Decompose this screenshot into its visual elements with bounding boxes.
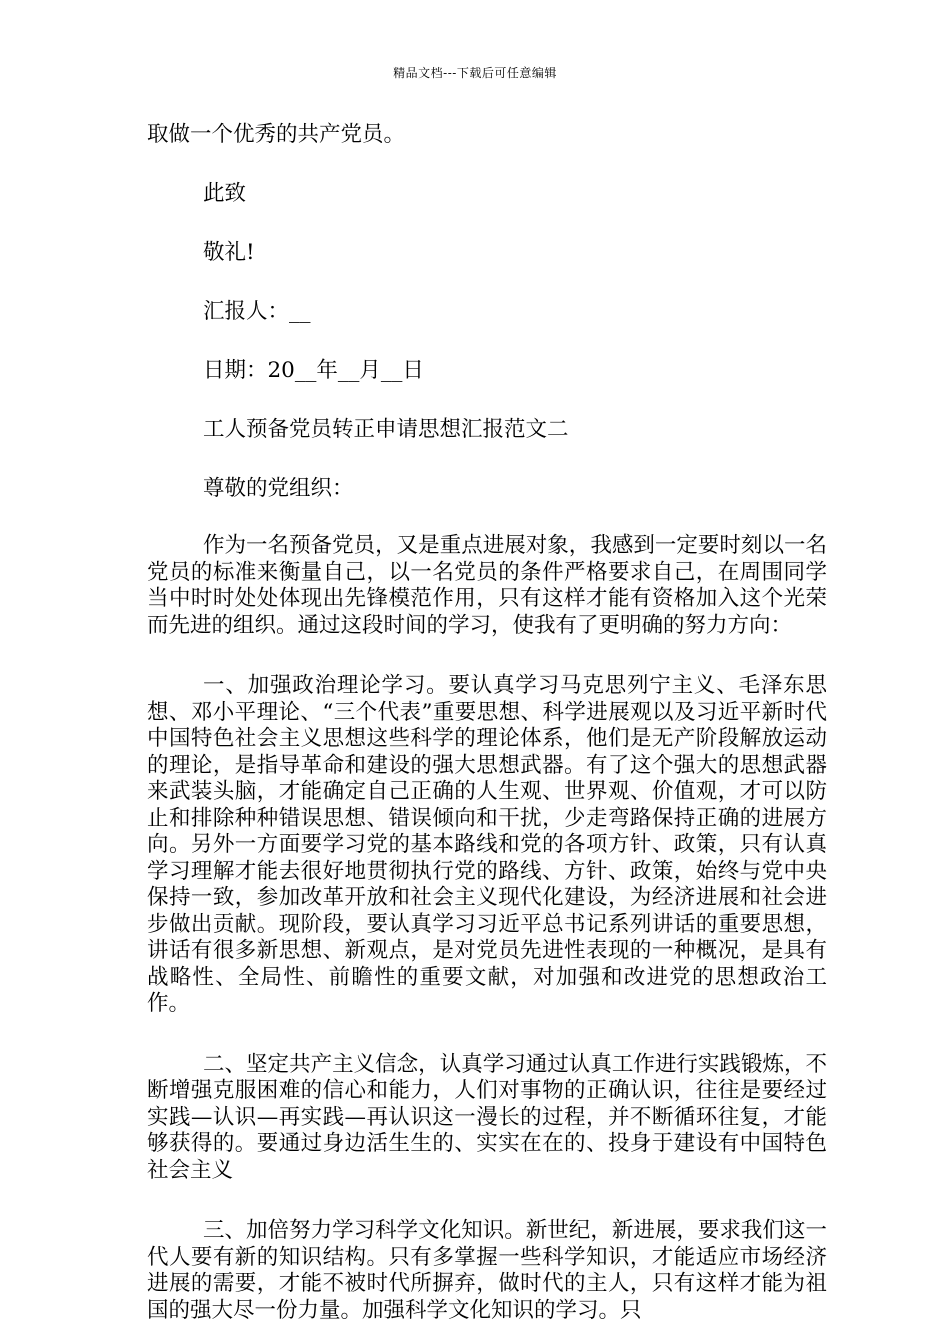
document-body [147, 120, 827, 1324]
document-title: 工人预备党员转正申请思想汇报范文二 [203, 417, 569, 442]
greeting-line: 尊敬的党组织： [203, 476, 354, 501]
closing-line: 此致 [203, 181, 247, 206]
date-line: 日期：20__年__月__日 [203, 358, 424, 383]
paragraph-section-two: 二、坚定共产主义信念，认真学习通过认真工作进行实践锻炼，不断增强克服困难的信心和能力，人们对事物的正确认识，往往是要经过实践—认识—再实践—再认识这一漫长的过程，并不断循环往复，才能够获得的。要通过身边活生生的、实实在在的、投身于建设有中国特色社会主义 [147, 1051, 827, 1183]
paragraph-intro: 作为一名预备党员，又是重点进展对象，我感到一定要时刻以一名党员的标准来衡量自己，以一名党员的条件严格要求自己，在周围同学当中时时处处体现出先锋模范作用，只有这样才能有资格加入这个光荣而先进的组织。通过这段时间的学习，使我有了更明确的努力方向： [147, 533, 827, 638]
reporter-line: 汇报人：__ [203, 299, 311, 324]
continuation-line: 取做一个优秀的共产党员。 [147, 122, 406, 147]
page-header: 精品文档---下载后可任意编辑 [393, 66, 557, 80]
salute-line: 敬礼! [203, 240, 255, 265]
paragraph-section-one: 一、加强政治理论学习。要认真学习马克思列宁主义、毛泽东思想、邓小平理论、“三个代表”重要思想、科学进展观以及习近平新时代中国特色社会主义思想这些科学的理论体系，他们是无产阶段解放运动的理论，是指导革命和建设的强大思想武器。有了这个强大的思想武器来武装头脑，才能确定自己正确的人生观、世界观、价值观，才可以防止和排除种种错误思想、错误倾向和干扰，少走弯路保持正确的进展方向。另外一方面要学习党的基本路线和党的各项方针、政策，只有认真学习理解才能去很好地贯彻执行党的路线、方针、政策，始终与党中央保持一致，参加改革开放和社会主义现代化建设，为经济进展和社会进步做出贡献。现阶段，要认真学习习近平总书记系列讲话的重要思想，讲话有很多新思想、新观点，是对党员先进性表现的一种概况，是具有战略性、全局性、前瞻性的重要文献，对加强和改进党的思想政治工作。 [147, 673, 827, 1016]
paragraph-section-three: 三、加倍努力学习科学文化知识。新世纪，新进展，要求我们这一代人要有新的知识结构。只有多掌握一些科学知识，才能适应市场经济进展的需要，才能不被时代所摒弃，做时代的主人，只有这样才能为祖国的强大尽一份力量。加强科学文化知识的学习。只 [147, 1218, 827, 1323]
